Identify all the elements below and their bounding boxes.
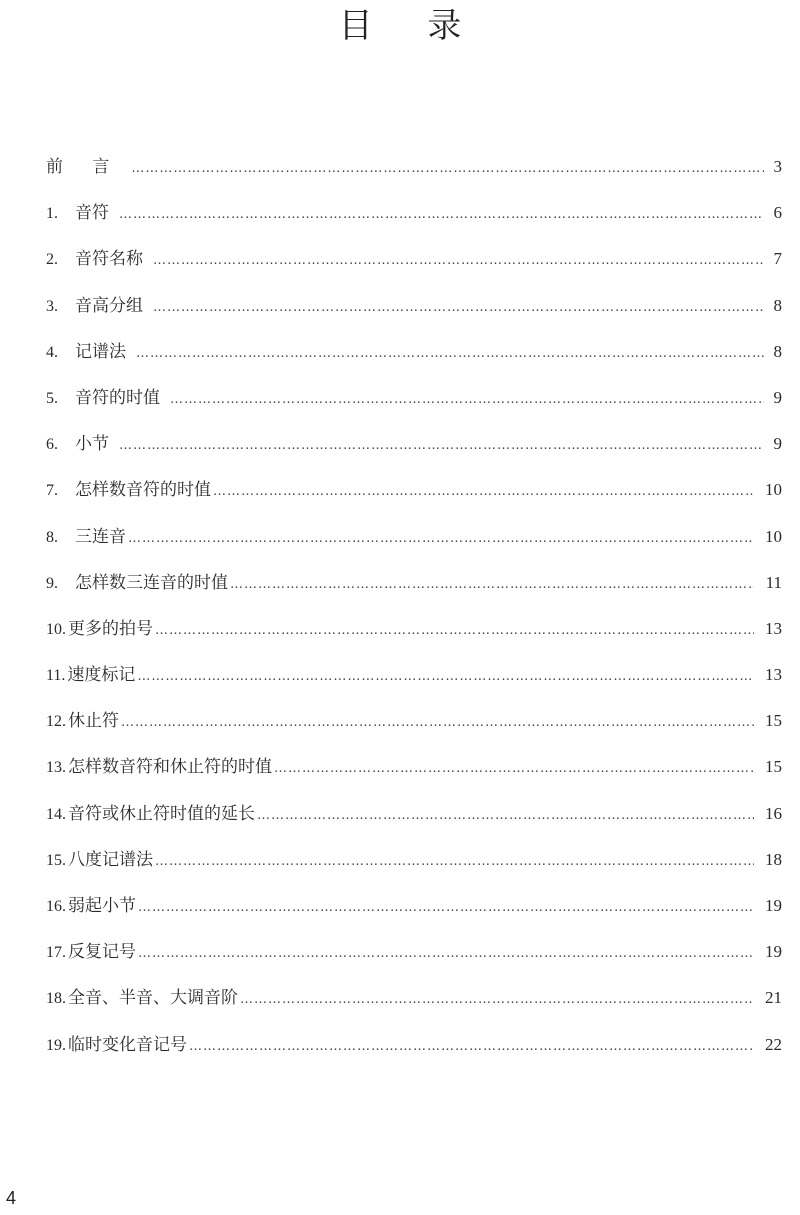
- toc-entry-number: 15.: [46, 851, 66, 869]
- toc-dot-leader: [128, 531, 754, 546]
- toc-entry-number: 8.: [46, 528, 58, 546]
- toc-entry-page: 6: [773, 203, 782, 223]
- toc-entry-title: 全音、半音、大调音阶: [68, 988, 238, 1009]
- toc-entry[interactable]: [46, 891, 782, 937]
- toc-entry[interactable]: [46, 429, 782, 475]
- toc-entry-number: 5.: [46, 389, 58, 407]
- toc-dot-leader: [155, 623, 754, 638]
- toc-entry[interactable]: [46, 983, 782, 1029]
- toc-entry-title: 音符名称: [75, 249, 143, 270]
- toc-entry-title: 八度记谱法: [68, 849, 153, 870]
- toc-entry[interactable]: [46, 706, 782, 752]
- toc-entry-number: 10.: [46, 620, 66, 638]
- toc-entry-number: 11.: [46, 667, 66, 685]
- toc-entry-page: 22: [765, 1034, 782, 1054]
- toc-entry-title: 临时变化音记号: [68, 1034, 187, 1055]
- toc-entry[interactable]: [46, 1030, 782, 1076]
- toc-entry-number: 4.: [46, 343, 58, 361]
- toc-entry-title: 怎样数音符的时值: [75, 480, 211, 501]
- toc-entry[interactable]: [46, 845, 782, 891]
- toc-entry-title: 记谱法: [75, 341, 126, 362]
- toc-dot-leader: [170, 392, 764, 407]
- toc-entry[interactable]: [46, 522, 782, 568]
- toc-entry-page: 13: [765, 665, 782, 685]
- toc-dot-leader: [119, 207, 764, 222]
- toc-entry[interactable]: [46, 660, 782, 706]
- toc-entry-title: 怎样数音符和休止符的时值: [68, 757, 272, 778]
- toc-entry-page: 11: [765, 572, 782, 592]
- toc-entry-title: 怎样数三连音的时值: [75, 572, 228, 593]
- toc-entry[interactable]: [46, 383, 782, 429]
- toc-dot-leader: [121, 715, 754, 730]
- toc-dot-leader: [230, 577, 754, 592]
- toc-entry-page: 9: [773, 387, 782, 407]
- toc-entry-page: 19: [765, 942, 782, 962]
- toc-entry-title: 音高分组: [75, 295, 143, 316]
- toc-dot-leader: [213, 484, 754, 499]
- toc-dot-leader: [153, 300, 764, 315]
- page-number: 4: [6, 1188, 17, 1208]
- toc-entry[interactable]: [46, 291, 782, 337]
- toc-entry[interactable]: [46, 799, 782, 845]
- toc-entry-title: 音符的时值: [75, 387, 160, 408]
- toc-dot-leader: [155, 854, 754, 869]
- toc-dot-leader: [136, 346, 764, 361]
- toc-entry-title: 更多的拍号: [68, 618, 153, 639]
- toc-entry-page: 19: [765, 896, 782, 915]
- toc-entry-title: 速度标记: [67, 665, 136, 686]
- table-of-contents: [46, 152, 782, 1076]
- toc-entry-page: 8: [773, 341, 782, 361]
- toc-dot-leader: [131, 161, 764, 176]
- toc-entry-page: 7: [773, 249, 782, 269]
- toc-entry-title: 音符或休止符时值的延长: [68, 803, 255, 824]
- toc-dot-leader: [240, 992, 754, 1007]
- toc-entry-title: 反复记号: [68, 942, 136, 963]
- toc-entry[interactable]: [46, 337, 782, 383]
- toc-dot-leader: [137, 669, 754, 684]
- toc-entry-number: 12.: [46, 713, 66, 731]
- toc-entry-page: 10: [765, 480, 782, 500]
- toc-entry-page: 8: [773, 295, 782, 315]
- toc-entry[interactable]: [46, 568, 782, 614]
- page-title: 目 录: [338, 6, 484, 46]
- toc-entry-title: 音符: [75, 203, 109, 224]
- toc-entry[interactable]: [46, 475, 782, 521]
- toc-entry-number: 3.: [46, 297, 58, 315]
- toc-entry-page: 13: [765, 618, 782, 638]
- toc-entry-page: 15: [765, 757, 782, 777]
- toc-entry[interactable]: [46, 937, 782, 983]
- toc-entry-number: 6.: [46, 436, 58, 454]
- toc-dot-leader: [138, 946, 754, 961]
- toc-entry[interactable]: [46, 614, 782, 660]
- toc-entry-page: 10: [765, 526, 782, 546]
- toc-entry-page: 15: [765, 711, 782, 731]
- toc-entry-title: 弱起小节: [68, 896, 136, 916]
- toc-dot-leader: [153, 253, 764, 268]
- toc-entry-page: 9: [773, 434, 782, 454]
- toc-entry-number: 18.: [46, 990, 66, 1008]
- toc-entry-title: 休止符: [68, 711, 119, 732]
- toc-entry-number: 7.: [46, 482, 58, 500]
- toc-dot-leader: [274, 761, 754, 776]
- toc-entry[interactable]: [46, 198, 782, 244]
- toc-dot-leader: [257, 808, 754, 823]
- toc-entry-number: 13.: [46, 759, 66, 777]
- toc-entry-page: 21: [765, 988, 782, 1008]
- toc-entry-page: 18: [765, 849, 782, 869]
- toc-entry-title: 前 言: [46, 157, 122, 177]
- toc-entry-preface[interactable]: [46, 152, 782, 198]
- toc-entry-number: 1.: [46, 205, 58, 223]
- toc-entry[interactable]: [46, 244, 782, 290]
- toc-entry-number: 19.: [46, 1036, 66, 1054]
- toc-dot-leader: [189, 1039, 754, 1054]
- toc-entry-number: 9.: [46, 574, 58, 592]
- toc-dot-leader: [119, 438, 764, 453]
- toc-entry-page: 3: [773, 157, 782, 176]
- toc-entry-number: 16.: [46, 898, 66, 915]
- toc-entry-title: 小节: [75, 434, 109, 455]
- toc-entry-number: 14.: [46, 805, 66, 823]
- toc-dot-leader: [138, 900, 754, 915]
- toc-entry-number: 17.: [46, 944, 66, 962]
- toc-entry[interactable]: [46, 752, 782, 798]
- toc-entry-title: 三连音: [75, 526, 126, 547]
- toc-entry-page: 16: [765, 803, 782, 823]
- toc-entry-number: 2.: [46, 251, 58, 269]
